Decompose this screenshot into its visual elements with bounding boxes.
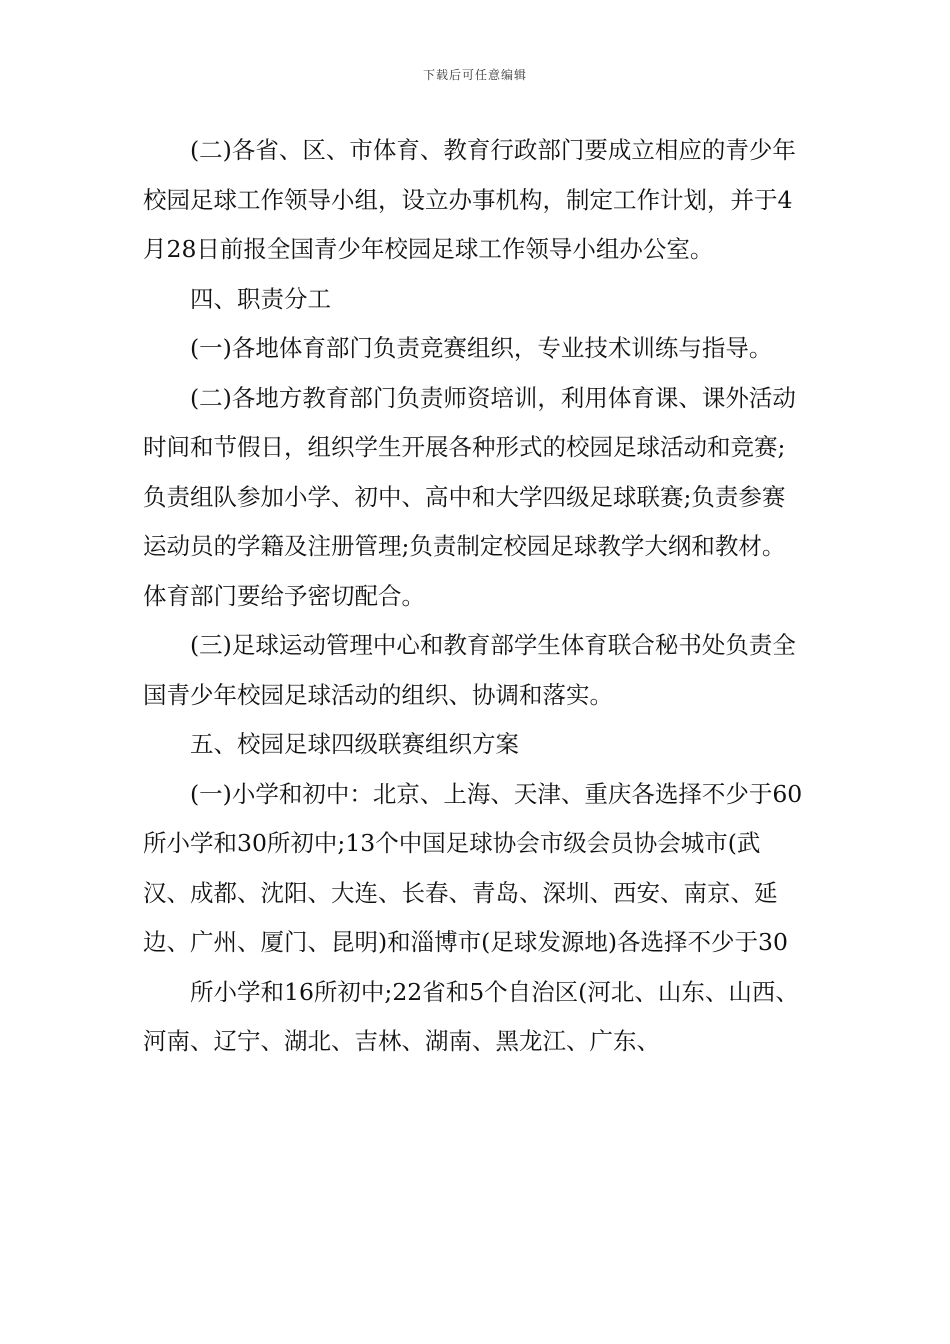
paragraph-5: (一)小学和初中：北京、上海、天津、重庆各选择不少于60所小学和30所初中;13个中国足球协会市级会员协会城市(武汉、成都、沈阳、大连、长春、青岛、深圳、西安、南京、延边、广州、厦门、昆明)和淄博市(足球发源地)各选择不少于30 <box>143 779 803 956</box>
paragraph-6: 所小学和16所初中;22省和5个自治区(河北、山东、山西、河南、辽宁、湖北、吉林、湖南、黑龙江、广东、 <box>143 977 799 1055</box>
paragraph-2: (一)各地体育部门负责竞赛组织，专业技术训练与指导。 <box>190 334 773 362</box>
section-heading-4: 四、职责分工 <box>190 284 331 313</box>
paragraph-1: (二)各省、区、市体育、教育行政部门要成立相应的青少年校园足球工作领导小组，设立办事机构，制定工作计划，并于4月28日前报全国青少年校园足球工作领导小组办公室。 <box>143 136 796 263</box>
document-body <box>143 126 807 1067</box>
page-header: 下载后可任意编辑 <box>422 68 527 82</box>
paragraph-4: (三)足球运动管理中心和教育部学生体育联合秘书处负责全国青少年校园足球活动的组织、协调和落实。 <box>143 631 796 709</box>
section-heading-5: 五、校园足球四级联赛组织方案 <box>190 730 519 758</box>
paragraph-3: (二)各地方教育部门负责师资培训，利用体育课、课外活动时间和节假日，组织学生开展各种形式的校园足球活动和竞赛;负责组队参加小学、初中、高中和大学四级足球联赛;负责参赛运动员的学籍及注册管理;负责制定校园足球教学大纲和教材。体育部门要给予密切配合。 <box>143 383 796 610</box>
